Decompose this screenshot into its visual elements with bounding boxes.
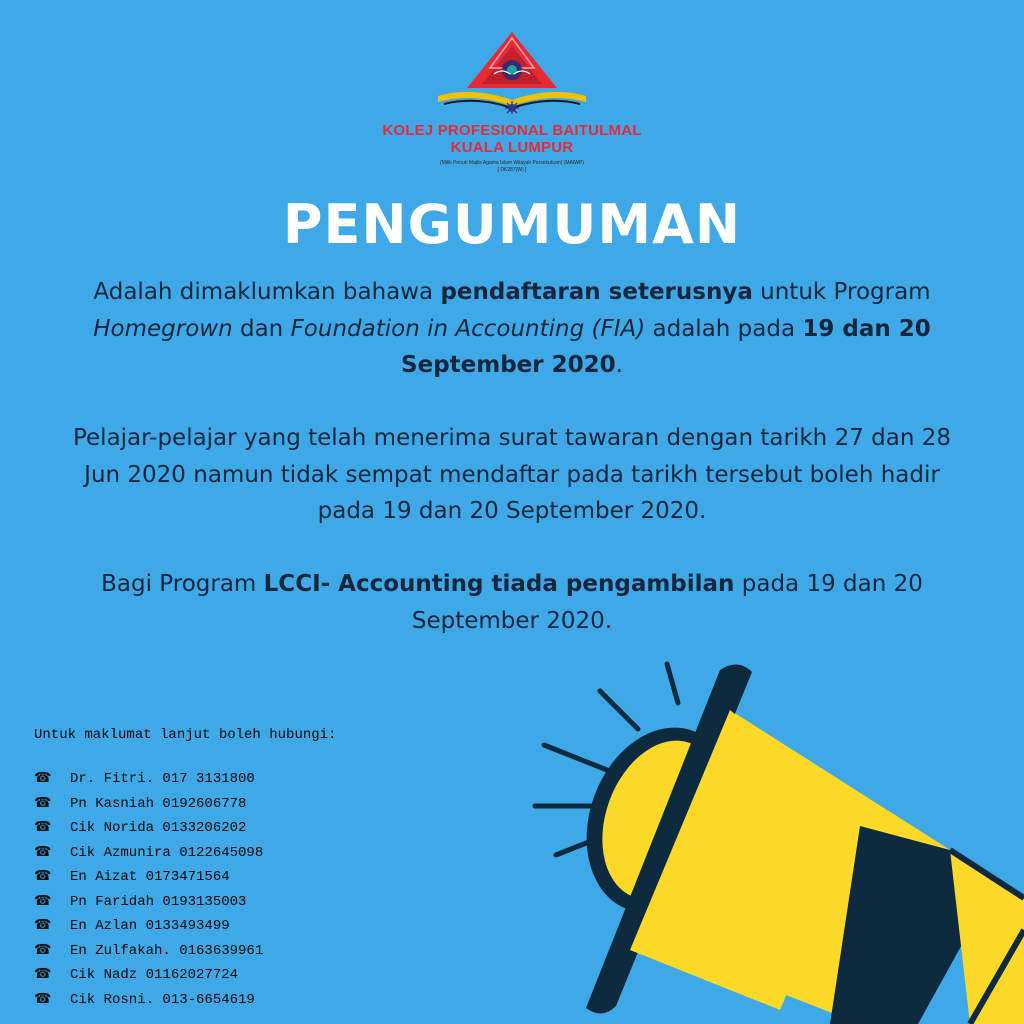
telephone-icon: ☎ (34, 990, 52, 1007)
contact-text: Pn Faridah 0193135003 (70, 893, 247, 910)
telephone-icon: ☎ (34, 892, 52, 909)
p1-italic-fia: Foundation in Accounting (FIA) (290, 315, 646, 342)
announcement-title: PENGUMUMAN (282, 193, 742, 256)
contact-item (34, 889, 454, 914)
college-emblem-icon (432, 28, 592, 114)
college-name-line1: KOLEJ PROFESIONAL BAITULMAL (382, 122, 642, 139)
contact-item (34, 840, 454, 865)
college-registration-text: [ DK287(W) ] (497, 167, 527, 173)
contact-text: Cik Rosni. 013-6654619 (70, 991, 255, 1008)
college-name-line2: KUALA LUMPUR (450, 139, 574, 156)
contact-text: Cik Norida 0133206202 (70, 820, 247, 836)
p1-text: dan (232, 315, 291, 342)
p1-italic-homegrown: Homegrown (93, 315, 233, 342)
megaphone-icon (530, 630, 1024, 1024)
p2-line: Jun 2020 namun tidak sempat mendaftar pada tarikh tersebut boleh hadir (84, 461, 940, 488)
p3-text: Bagi Program (101, 571, 264, 597)
contact-text: Dr. Fitri. 017 3131800 (70, 771, 255, 787)
p3-text: pada 19 dan 20 (734, 571, 923, 597)
announcement-paragraph-2 (20, 420, 1004, 530)
contact-text: En Aizat 0173471564 (70, 869, 230, 885)
contact-item (34, 791, 454, 816)
telephone-icon: ☎ (34, 917, 52, 933)
p1-text: adalah pada (645, 315, 803, 342)
telephone-icon: ☎ (34, 794, 52, 811)
p1-bold-date: 19 dan 20 (802, 315, 931, 342)
announcement-paragraph-3 (20, 566, 1004, 639)
telephone-icon: ☎ (34, 868, 52, 884)
p2-line: Pelajar-pelajar yang telah menerima surat tawaran dengan tarikh 27 dan 28 (72, 425, 951, 451)
contact-item (34, 938, 454, 963)
contact-item (34, 962, 454, 987)
p1-bold-month: September 2020 (401, 352, 616, 378)
contact-text: Pn Kasniah 0192606778 (70, 795, 247, 812)
p3-bold-lcci: LCCI- Accounting tiada pengambilan (263, 571, 735, 597)
announcement-paragraph-1 (20, 274, 1004, 384)
contact-text: En Zulfakah. 0163639961 (70, 942, 264, 959)
telephone-icon: ☎ (34, 941, 52, 958)
contact-text: Cik Azmunira 0122645098 (70, 844, 264, 861)
contact-item (34, 864, 454, 889)
college-logo (0, 28, 1024, 188)
contact-text: Cik Nadz 01162027724 (70, 967, 239, 983)
p3-text: September 2020. (411, 607, 613, 634)
telephone-icon: ☎ (34, 819, 52, 835)
contact-item (34, 913, 454, 938)
p2-line: pada 19 dan 20 September 2020. (317, 498, 707, 524)
telephone-icon: ☎ (34, 966, 52, 982)
contact-heading: Untuk maklumat lanjut boleh hubungi: (34, 727, 337, 743)
p1-bold-registration: pendaftaran seterusnya (440, 279, 753, 305)
p1-text: . (615, 352, 623, 378)
telephone-icon: ☎ (34, 843, 52, 860)
contact-list (34, 766, 454, 1011)
p1-text: untuk Program (752, 279, 931, 305)
p1-text: Adalah dimaklumkan bahawa (93, 279, 441, 305)
contact-item (34, 815, 454, 840)
contact-item (34, 987, 454, 1012)
contact-section (34, 724, 454, 1011)
contact-text: En Azlan 0133493499 (70, 918, 230, 934)
telephone-icon: ☎ (34, 770, 52, 786)
college-ownership-text: (Milik Penuh Majlis Agama Islam Wilayah Persekutuan) (MAIWP) (440, 160, 584, 166)
contact-item (34, 766, 454, 791)
